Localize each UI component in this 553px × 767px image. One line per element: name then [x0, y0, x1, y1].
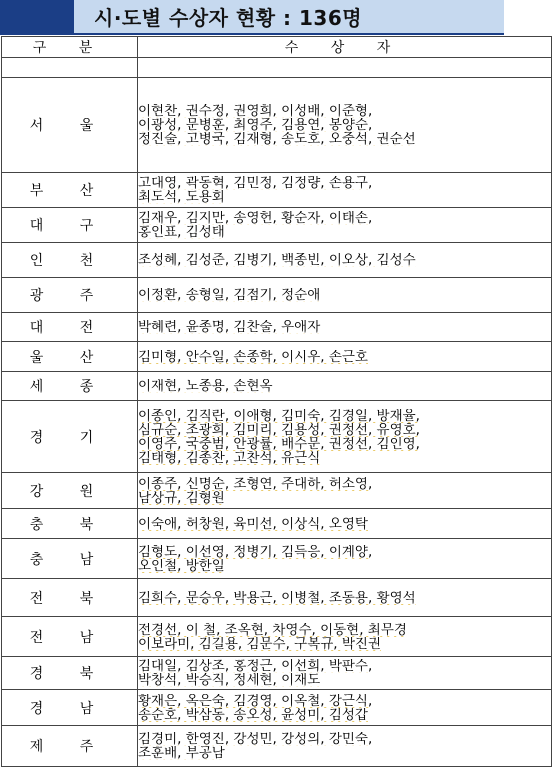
table-row: [2, 278, 552, 313]
table-row: [2, 617, 552, 657]
awardee-names-line: 조훈배, 부공남: [138, 746, 225, 760]
awardee-names-line: 박혜련, 윤종명, 김찬술, 우애자: [138, 320, 321, 334]
table-row: [2, 401, 552, 473]
region-cell: 대 전: [2, 313, 138, 342]
awardee-names-line: 이숙애, 허창원, 육미선, 이상식, 오영탁: [138, 516, 368, 531]
region-cell: 대 구: [2, 208, 138, 243]
title-bar: [0, 0, 553, 35]
region-cell: 전 남: [2, 617, 138, 657]
awardee-names-line: 오인철, 방한일: [138, 558, 225, 573]
awardee-names-cell: [138, 539, 552, 579]
awardee-names-cell: [138, 278, 552, 313]
awardee-names-line: 박창석, 박승직, 정세현, 이재도: [138, 673, 321, 687]
awardee-names-line: 심규순, 조광희, 김미리, 김용성, 권정선, 유영호,: [138, 422, 420, 437]
table-row: [2, 657, 552, 690]
awardee-names-line: 남상규, 김형원: [138, 490, 225, 505]
awardee-names-line: 김대일, 김상조, 홍정근, 이선희, 박판수,: [138, 659, 373, 673]
region-cell: 경 남: [2, 690, 138, 726]
table-row: [2, 509, 552, 539]
region-cell: 제 주: [2, 726, 138, 767]
awardee-names-cell: [138, 173, 552, 208]
awardee-names-cell: [138, 401, 552, 473]
region-cell: 광 주: [2, 278, 138, 313]
awardee-names-cell: [138, 342, 552, 372]
region-cell: 전 북: [2, 579, 138, 617]
table-row: [2, 690, 552, 726]
table-row: [2, 208, 552, 243]
awardee-names-line: 고대영, 곽동혁, 김민정, 김정량, 손용구,: [138, 176, 373, 190]
title-box: [74, 0, 504, 35]
awardee-names-line: 조성혜, 김성준, 김병기, 백종빈, 이오상, 김성수: [138, 253, 416, 267]
page-title: 시·도별 수상자 현황 : 136명: [94, 6, 363, 30]
awardee-names-cell: [138, 579, 552, 617]
awardee-names-cell: [138, 78, 552, 173]
awardee-names-line: 정진술, 고병국, 김재형, 송도호, 오중석, 권순선: [138, 132, 416, 146]
region-cell: 강 원: [2, 473, 138, 509]
table-row: [2, 173, 552, 208]
awardee-names-line: 이보라미, 김길용, 김문수, 구복규, 박진권: [138, 636, 381, 651]
awardee-names-cell: [138, 509, 552, 539]
table-row: [2, 372, 552, 401]
region-cell: 세 종: [2, 372, 138, 401]
region-cell: 부 산: [2, 173, 138, 208]
spacer-cell: [138, 58, 552, 78]
region-cell: 충 남: [2, 539, 138, 579]
table-row: [2, 243, 552, 278]
awardee-names-line: 김희수, 문승우, 박용근, 이병철, 조동용, 황영석: [138, 590, 416, 605]
table-row: [2, 78, 552, 173]
table-row: [2, 726, 552, 767]
awardee-names-cell: [138, 657, 552, 690]
awardee-names-line: 김미형, 안수일, 손종학, 이시우, 손근호: [138, 349, 368, 364]
region-cell: 울 산: [2, 342, 138, 372]
title-accent-block: [0, 0, 74, 35]
awardee-names-line: 김재우, 김지만, 송영헌, 황순자, 이태손,: [138, 211, 373, 225]
awardee-names-line: 황재은, 옥은숙, 김경영, 이옥철, 강근식,: [138, 693, 373, 708]
table-row: [2, 342, 552, 372]
table-row: [2, 579, 552, 617]
awardee-names-cell: [138, 243, 552, 278]
awardee-names-cell: [138, 726, 552, 767]
region-cell: 경 기: [2, 401, 138, 473]
awardees-table: [1, 36, 552, 767]
header-category: 구 분: [2, 37, 138, 58]
awardee-names-cell: [138, 690, 552, 726]
awardee-names-cell: [138, 313, 552, 342]
header-awardees: 수 상 자: [138, 37, 552, 58]
spacer-row: [2, 58, 552, 78]
region-cell: 인 천: [2, 243, 138, 278]
awardee-names-line: 김태형, 김종찬, 고찬석, 유근식: [138, 450, 321, 465]
spacer-cell: [2, 58, 138, 78]
awardee-names-cell: [138, 473, 552, 509]
awardee-names-line: 이종주, 신명순, 조형연, 주대하, 허소영,: [138, 476, 373, 491]
table-row: [2, 539, 552, 579]
table-row: [2, 313, 552, 342]
awardee-names-line: 이정환, 송형일, 김점기, 정순애: [138, 288, 321, 302]
table-body: [2, 78, 552, 767]
awardee-names-cell: [138, 372, 552, 401]
awardee-names-line: 전경선, 이 철, 조옥현, 차영수, 이동현, 최무경: [138, 622, 407, 637]
awardee-names-line: 이현찬, 권수정, 권영희, 이성배, 이준형,: [138, 104, 373, 118]
awardee-names-line: 송순호, 박삼동, 송오성, 윤성미, 김성갑: [138, 707, 368, 722]
awardee-names-line: 이광성, 문병훈, 최영주, 김용연, 봉양순,: [138, 118, 373, 132]
awardee-names-line: 이종인, 김직란, 이애형, 김미숙, 김경일, 방재율,: [138, 408, 420, 423]
region-cell: 충 북: [2, 509, 138, 539]
table-row: [2, 473, 552, 509]
region-cell: 서 울: [2, 78, 138, 173]
awardee-names-line: 최도석, 도용회: [138, 190, 225, 204]
awardee-names-line: 홍인표, 김성태: [138, 225, 225, 239]
header-row: [2, 37, 552, 58]
region-cell: 경 북: [2, 657, 138, 690]
awardee-names-line: 이재현, 노종용, 손현옥: [138, 379, 273, 393]
awardee-names-line: 김형도, 이선영, 정병기, 김득응, 이계양,: [138, 544, 373, 559]
awardee-names-cell: [138, 208, 552, 243]
awardee-names-cell: [138, 617, 552, 657]
awardee-names-line: 김경미, 한영진, 강성민, 강성의, 강민숙,: [138, 732, 373, 746]
awardee-names-line: 이영주, 국중범, 안광률, 배수문, 권정선, 김인영,: [138, 436, 420, 451]
